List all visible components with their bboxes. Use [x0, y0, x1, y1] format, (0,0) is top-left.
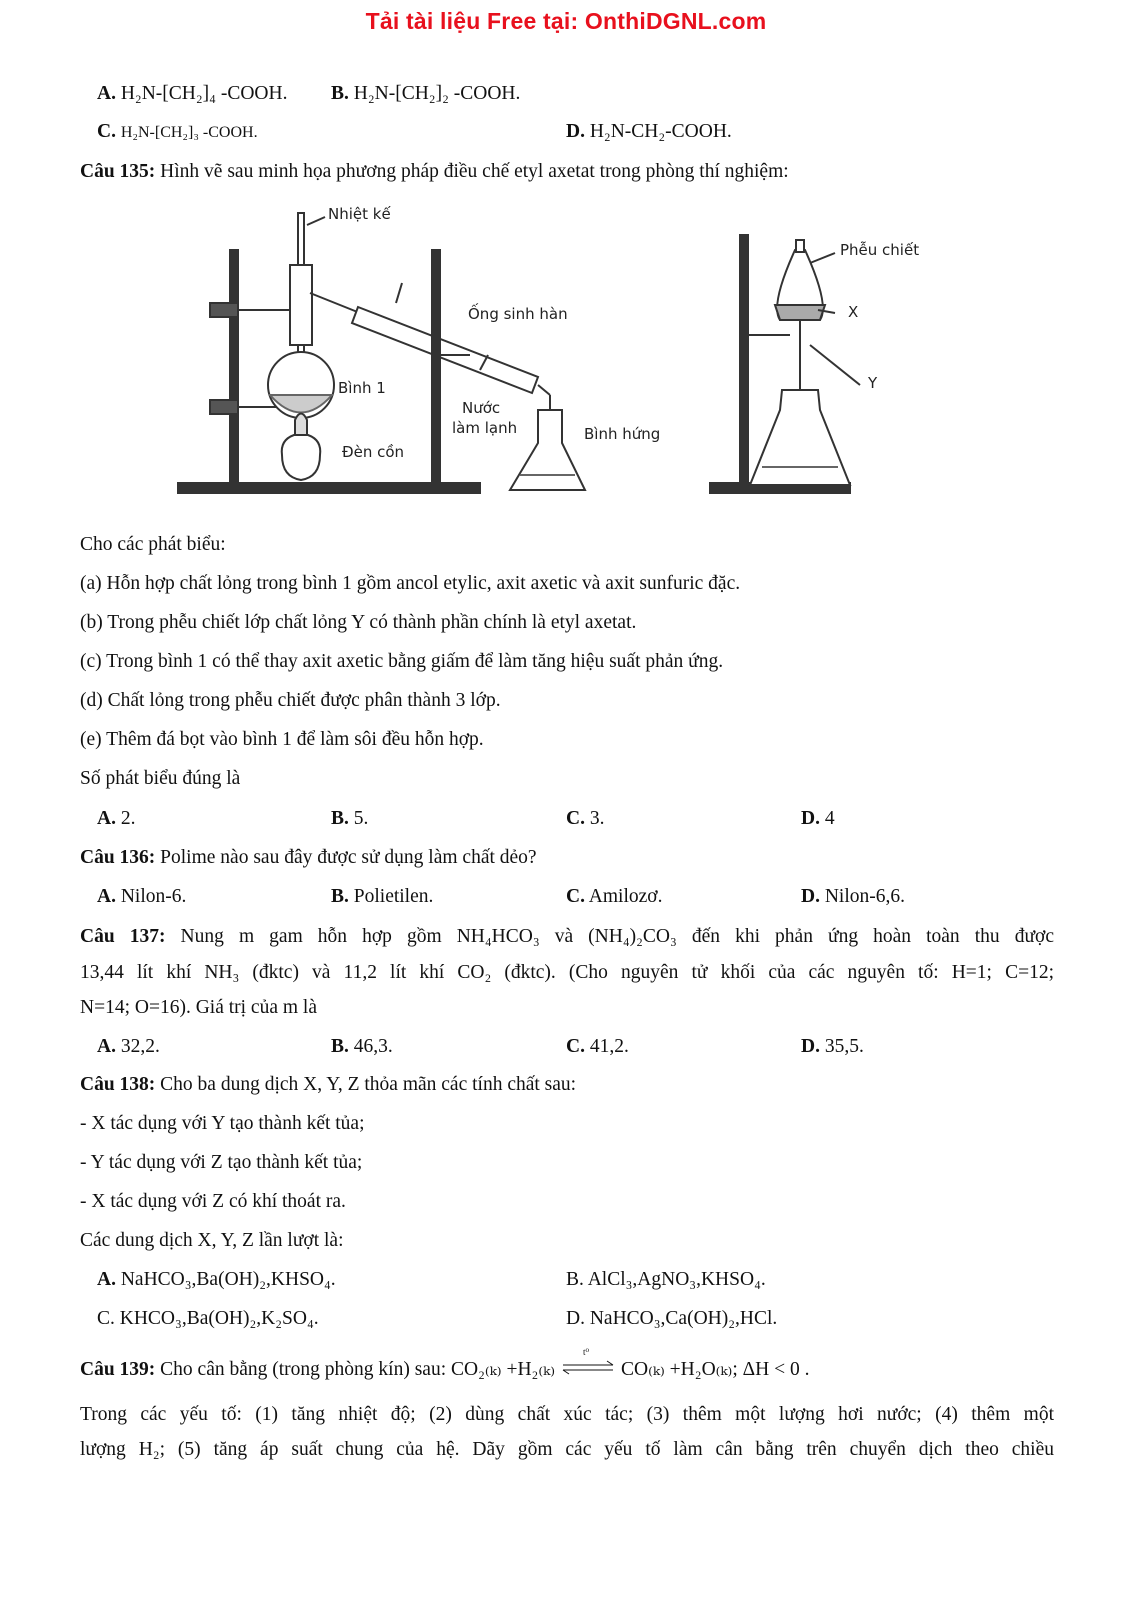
q136-option-a: [97, 887, 186, 907]
q134-option-b: [331, 84, 520, 104]
option-letter: C.: [97, 121, 116, 142]
q135-option-b: [331, 809, 368, 829]
label-y: Y: [868, 374, 878, 392]
q136-option-b: [331, 887, 433, 907]
q135-option-a: [97, 809, 135, 829]
q135-ask: Số phát biểu đúng là: [80, 768, 241, 789]
q135-intro: Cho các phát biểu:: [80, 534, 226, 555]
q134-option-c: [97, 122, 258, 142]
option-letter: B.: [331, 808, 349, 829]
q135-statement-d: (d) Chất lỏng trong phễu chiết được phân thành 3 lớp.: [80, 690, 501, 711]
label-thermometer: Nhiệt kế: [328, 205, 391, 223]
option-letter: D.: [566, 121, 585, 142]
option-letter: C.: [566, 1036, 585, 1057]
q138-option-a: [97, 1270, 336, 1290]
option-text: H₂N-[CH₂]₄ -COOH.: [120, 83, 288, 104]
q139-stem: [80, 1347, 810, 1380]
option-text: 2.: [120, 808, 136, 829]
option-letter: B.: [331, 886, 349, 907]
option-text: Amilozơ.: [588, 886, 663, 907]
equation-condition: t⁰: [583, 1347, 590, 1357]
banner[interactable]: Tải tài liệu Free tại: OnthiDGNL.com: [365, 8, 767, 34]
q135-statement-c: (c) Trong bình 1 có thể thay axit axetic bằng giấm để làm tăng hiệu suất phản ứng.: [80, 651, 724, 672]
q137-stem-line2: 13,44 lít khí NH₃ (đktc) và 11,2 lít khí CO₂ (đktc). (Cho nguyên tử khối của các nguyên tố: H=1; C=12;: [80, 962, 1054, 983]
option-text: KHCO₃,Ba(OH)₂,K₂SO₄.: [119, 1308, 319, 1329]
option-text: AlCl₃,AgNO₃,KHSO₄.: [587, 1269, 766, 1290]
option-letter: B.: [331, 83, 349, 104]
question-text: Hình vẽ sau minh họa phương pháp điều chế etyl axetat trong phòng thí nghiệm:: [160, 161, 789, 182]
option-letter: D.: [801, 808, 820, 829]
q135-statement-a: (a) Hỗn hợp chất lỏng trong bình 1 gồm ancol etylic, axit axetic và axit sunfuric đặc.: [80, 573, 741, 594]
equilibrium-arrow-icon: [561, 1347, 615, 1378]
q138-property-2: - Y tác dụng với Z tạo thành kết tủa;: [80, 1152, 363, 1173]
option-text: H₂N-CH₂-COOH.: [589, 121, 732, 142]
q138-option-d: [566, 1309, 777, 1329]
option-letter: A.: [97, 886, 116, 907]
lab-apparatus-figure: [170, 195, 950, 515]
option-letter: A.: [97, 1269, 116, 1290]
q136-option-c: [566, 887, 662, 907]
option-text: NaHCO₃,Ca(OH)₂,HCl.: [589, 1308, 778, 1329]
option-text: Polietilen.: [353, 886, 434, 907]
q135-option-d: [801, 809, 835, 829]
option-letter: D.: [801, 1036, 820, 1057]
q137-stem-line1: [80, 927, 1054, 947]
option-text: 3.: [589, 808, 605, 829]
q138-option-c: [97, 1309, 319, 1329]
q135-stem: [80, 162, 789, 182]
option-letter: C.: [566, 886, 585, 907]
q139-line3: lượng H₂; (5) tăng áp suất chung của hệ. Dãy gồm các yếu tố làm cân bằng trên chuyển dịch theo chiều: [80, 1439, 1054, 1460]
label-separatory-funnel: Phễu chiết: [840, 241, 920, 259]
option-letter: C.: [97, 1308, 115, 1329]
q135-option-c: [566, 809, 604, 829]
question-label: Câu 135:: [80, 161, 156, 182]
option-letter: A.: [97, 83, 116, 104]
label-x: X: [848, 303, 859, 321]
option-letter: A.: [97, 808, 116, 829]
q138-property-1: - X tác dụng với Y tạo thành kết tủa;: [80, 1113, 365, 1134]
label-condenser: Ống sinh hàn: [468, 305, 568, 323]
q137-option-a: [97, 1037, 160, 1057]
option-text: 41,2.: [589, 1036, 629, 1057]
question-label: Câu 136:: [80, 847, 156, 868]
q136-option-d: [801, 887, 905, 907]
q134-option-d: [566, 122, 732, 142]
q138-option-b: [566, 1270, 766, 1290]
option-text: Nilon-6,6.: [824, 886, 906, 907]
option-text: 32,2.: [120, 1036, 160, 1057]
q134-option-a: [97, 84, 287, 104]
q139-line2: Trong các yếu tố: (1) tăng nhiệt độ; (2) dùng chất xúc tác; (3) thêm một lượng hơi nước; (4) thêm một: [80, 1404, 1054, 1425]
option-letter: B.: [566, 1269, 584, 1290]
option-letter: D.: [566, 1308, 585, 1329]
question-label: Câu 138:: [80, 1074, 156, 1095]
question-text: Cho ba dung dịch X, Y, Z thỏa mãn các tính chất sau:: [160, 1074, 577, 1095]
q136-stem: [80, 848, 537, 868]
q137-option-b: [331, 1037, 393, 1057]
q135-statement-e: (e) Thêm đá bọt vào bình 1 để làm sôi đều hỗn hợp.: [80, 729, 484, 750]
option-text: H₂N-[CH₂]₂ -COOH.: [353, 83, 521, 104]
option-text: 46,3.: [353, 1036, 393, 1057]
q135-statement-b: (b) Trong phễu chiết lớp chất lỏng Y có thành phần chính là etyl axetat.: [80, 612, 637, 633]
option-text: 35,5.: [824, 1036, 864, 1057]
label-water-2: làm lạnh: [452, 419, 518, 437]
option-letter: D.: [801, 886, 820, 907]
label-flask-1: Bình 1: [338, 379, 386, 397]
label-water-1: Nước: [462, 399, 501, 417]
equation-right: CO₍ₖ₎ +H₂O₍ₖ₎; ΔH < 0 .: [621, 1359, 810, 1380]
q137-stem-line3: N=14; O=16). Giá trị của m là: [80, 997, 317, 1018]
question-label: Câu 137:: [80, 926, 166, 947]
label-burner: Đèn cồn: [342, 443, 405, 461]
option-letter: C.: [566, 808, 585, 829]
q138-stem: [80, 1075, 576, 1095]
option-letter: A.: [97, 1036, 116, 1057]
option-text: NaHCO₃,Ba(OH)₂,KHSO₄.: [120, 1269, 336, 1290]
option-text: 4: [824, 808, 835, 829]
option-letter: B.: [331, 1036, 349, 1057]
question-text: Cho cân bằng (trong phòng kín) sau:: [160, 1359, 447, 1380]
question-label: Câu 139:: [80, 1359, 156, 1380]
question-text: Nung m gam hỗn hợp gồm NH₄HCO₃ và (NH₄)₂CO₃ đến khi phản ứng hoàn toàn thu được: [180, 926, 1054, 947]
q138-property-3: - X tác dụng với Z có khí thoát ra.: [80, 1191, 346, 1212]
option-text: Nilon-6.: [120, 886, 187, 907]
equation-left: CO₂₍ₖ₎ +H₂₍ₖ₎: [451, 1359, 556, 1380]
q137-option-d: [801, 1037, 864, 1057]
option-text: 5.: [353, 808, 369, 829]
label-receiver: Bình hứng: [584, 425, 661, 443]
question-text: Polime nào sau đây được sử dụng làm chất dẻo?: [160, 847, 537, 868]
q137-option-c: [566, 1037, 629, 1057]
q138-ask: Các dung dịch X, Y, Z lần lượt là:: [80, 1230, 344, 1251]
option-text: H₂N-[CH₂]₃ -COOH.: [120, 124, 258, 141]
